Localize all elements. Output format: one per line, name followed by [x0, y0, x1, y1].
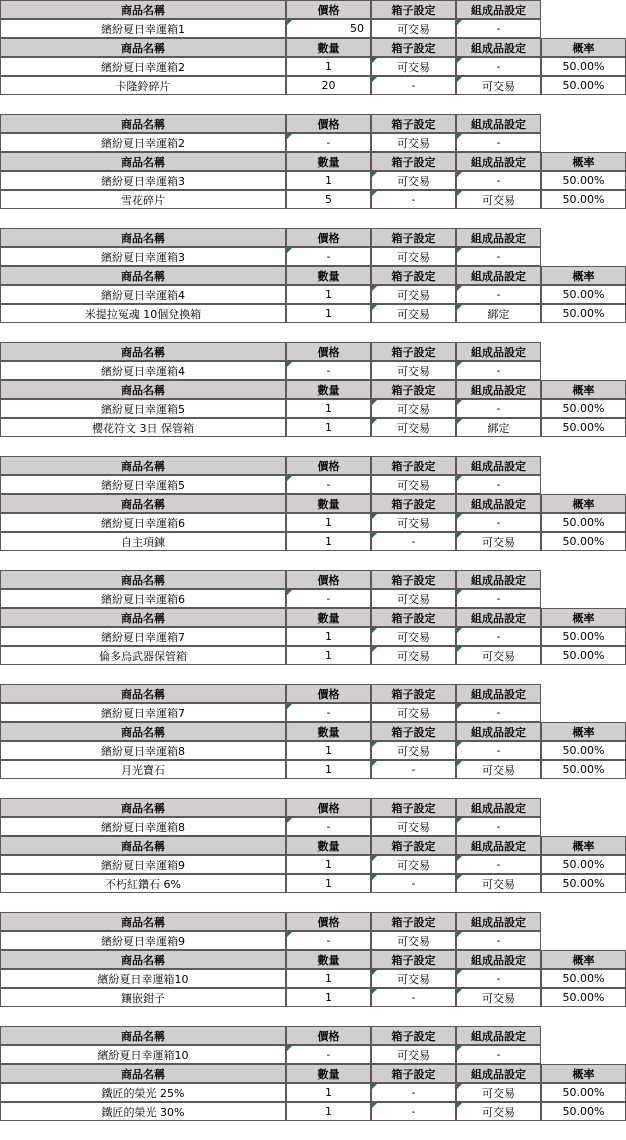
- header-cell-qty[interactable]: 數量: [286, 380, 371, 399]
- item-box-setting-cell[interactable]: 可交易: [371, 969, 456, 988]
- box-price-cell[interactable]: -: [286, 247, 371, 266]
- header-cell-box-setting[interactable]: 箱子設定: [371, 228, 456, 247]
- item-box-setting-cell[interactable]: -: [371, 1083, 456, 1102]
- table-block: [0, 456, 626, 570]
- header-row: [0, 1026, 626, 1045]
- item-name-cell[interactable]: 雪花碎片: [0, 190, 286, 209]
- item-row: [0, 399, 626, 418]
- header-cell-component-setting[interactable]: 組成品設定: [456, 722, 541, 741]
- box-row: [0, 1045, 626, 1064]
- item-rate-cell[interactable]: 50.00%: [541, 171, 626, 190]
- header-cell-name[interactable]: 商品名稱: [0, 950, 286, 969]
- header-cell-box-setting[interactable]: 箱子設定: [371, 798, 456, 817]
- box-component-setting-cell[interactable]: -: [456, 247, 541, 266]
- header-cell-box-setting[interactable]: 箱子設定: [371, 342, 456, 361]
- item-component-setting-cell[interactable]: 可交易: [456, 760, 541, 779]
- table-block: [0, 798, 626, 912]
- header-cell-name[interactable]: 商品名稱: [0, 798, 286, 817]
- box-name-cell[interactable]: 繽紛夏日幸運箱7: [0, 703, 286, 722]
- item-row: [0, 304, 626, 323]
- item-qty-cell[interactable]: 1: [286, 760, 371, 779]
- header-cell-price[interactable]: 價格: [286, 456, 371, 475]
- item-component-setting-cell[interactable]: 可交易: [456, 988, 541, 1007]
- item-rate-cell[interactable]: 50.00%: [541, 418, 626, 437]
- table-block: [0, 570, 626, 684]
- box-price-cell[interactable]: -: [286, 589, 371, 608]
- header-cell-rate[interactable]: 概率: [541, 152, 626, 171]
- header-cell-price[interactable]: 價格: [286, 0, 371, 19]
- box-name-cell[interactable]: 繽紛夏日幸運箱3: [0, 247, 286, 266]
- header-cell-rate[interactable]: 概率: [541, 38, 626, 57]
- item-name-cell[interactable]: 不朽紅鑽石 6%: [0, 874, 286, 893]
- header-cell-rate[interactable]: 概率: [541, 608, 626, 627]
- header-cell-box-setting[interactable]: 箱子設定: [371, 1064, 456, 1083]
- item-qty-cell[interactable]: 20: [286, 76, 371, 95]
- header-cell-rate[interactable]: 概率: [541, 836, 626, 855]
- item-box-setting-cell[interactable]: 可交易: [371, 513, 456, 532]
- item-component-setting-cell[interactable]: 綁定: [456, 418, 541, 437]
- header-cell-rate[interactable]: 概率: [541, 380, 626, 399]
- item-row: [0, 1083, 626, 1102]
- item-component-setting-cell[interactable]: 可交易: [456, 646, 541, 665]
- item-row: [0, 76, 626, 95]
- box-component-setting-cell[interactable]: -: [456, 19, 541, 38]
- header-cell-component-setting[interactable]: 組成品設定: [456, 798, 541, 817]
- item-name-cell[interactable]: 繽紛夏日幸運箱7: [0, 627, 286, 646]
- item-component-setting-cell[interactable]: 可交易: [456, 1083, 541, 1102]
- header-cell-name[interactable]: 商品名稱: [0, 722, 286, 741]
- item-rate-cell[interactable]: 50.00%: [541, 57, 626, 76]
- header-cell-price[interactable]: 價格: [286, 798, 371, 817]
- header-cell-qty[interactable]: 數量: [286, 836, 371, 855]
- item-rate-cell[interactable]: 50.00%: [541, 285, 626, 304]
- box-box-setting-cell[interactable]: 可交易: [371, 817, 456, 836]
- header-cell-name[interactable]: 商品名稱: [0, 0, 286, 19]
- header-cell-qty[interactable]: 數量: [286, 266, 371, 285]
- box-box-setting-cell[interactable]: 可交易: [371, 475, 456, 494]
- item-name-cell[interactable]: 櫻花符文 3日 保管箱: [0, 418, 286, 437]
- item-box-setting-cell[interactable]: 可交易: [371, 741, 456, 760]
- header-row: [0, 380, 626, 399]
- item-name-cell[interactable]: 鑲嵌鉗子: [0, 988, 286, 1007]
- header-cell-component-setting[interactable]: 組成品設定: [456, 266, 541, 285]
- box-box-setting-cell[interactable]: 可交易: [371, 247, 456, 266]
- box-name-cell[interactable]: 繽紛夏日幸運箱6: [0, 589, 286, 608]
- item-row: [0, 760, 626, 779]
- item-row: [0, 741, 626, 760]
- item-qty-cell[interactable]: 1: [286, 969, 371, 988]
- header-cell-price[interactable]: 價格: [286, 684, 371, 703]
- item-qty-cell[interactable]: 1: [286, 304, 371, 323]
- item-row: [0, 988, 626, 1007]
- box-row: [0, 931, 626, 950]
- item-box-setting-cell[interactable]: -: [371, 190, 456, 209]
- header-cell-price[interactable]: 價格: [286, 570, 371, 589]
- table-block: [0, 114, 626, 228]
- header-cell-name[interactable]: 商品名稱: [0, 266, 286, 285]
- header-cell-price[interactable]: 價格: [286, 1026, 371, 1045]
- item-box-setting-cell[interactable]: 可交易: [371, 855, 456, 874]
- header-row: [0, 684, 626, 703]
- box-box-setting-cell[interactable]: 可交易: [371, 931, 456, 950]
- header-cell-component-setting[interactable]: 組成品設定: [456, 1026, 541, 1045]
- item-name-cell[interactable]: 繽紛夏日幸運箱6: [0, 513, 286, 532]
- header-cell-name[interactable]: 商品名稱: [0, 684, 286, 703]
- item-row: [0, 285, 626, 304]
- header-row: [0, 608, 626, 627]
- box-component-setting-cell[interactable]: -: [456, 703, 541, 722]
- item-name-cell[interactable]: 卡隆鈴碎片: [0, 76, 286, 95]
- header-row: [0, 950, 626, 969]
- item-qty-cell[interactable]: 1: [286, 418, 371, 437]
- header-cell-box-setting[interactable]: 箱子設定: [371, 836, 456, 855]
- item-rate-cell[interactable]: 50.00%: [541, 741, 626, 760]
- header-cell-qty[interactable]: 數量: [286, 152, 371, 171]
- box-component-setting-cell[interactable]: -: [456, 475, 541, 494]
- item-rate-cell[interactable]: 50.00%: [541, 988, 626, 1007]
- header-cell-component-setting[interactable]: 組成品設定: [456, 228, 541, 247]
- box-component-setting-cell[interactable]: -: [456, 589, 541, 608]
- header-cell-box-setting[interactable]: 箱子設定: [371, 152, 456, 171]
- header-cell-name[interactable]: 商品名稱: [0, 1026, 286, 1045]
- box-row: [0, 361, 626, 380]
- header-cell-box-setting[interactable]: 箱子設定: [371, 114, 456, 133]
- header-cell-box-setting[interactable]: 箱子設定: [371, 266, 456, 285]
- item-row: [0, 190, 626, 209]
- header-row: [0, 722, 626, 741]
- item-name-cell[interactable]: 倫多烏武器保管箱: [0, 646, 286, 665]
- header-cell-rate[interactable]: 概率: [541, 722, 626, 741]
- item-box-setting-cell[interactable]: -: [371, 760, 456, 779]
- box-price-cell[interactable]: -: [286, 931, 371, 950]
- box-name-cell[interactable]: 繽紛夏日幸運箱10: [0, 1045, 286, 1064]
- item-component-setting-cell[interactable]: 可交易: [456, 190, 541, 209]
- item-rate-cell[interactable]: 50.00%: [541, 646, 626, 665]
- item-row: [0, 627, 626, 646]
- header-cell-qty[interactable]: 數量: [286, 494, 371, 513]
- header-cell-component-setting[interactable]: 組成品設定: [456, 152, 541, 171]
- header-cell-component-setting[interactable]: 組成品設定: [456, 950, 541, 969]
- header-cell-name[interactable]: 商品名稱: [0, 456, 286, 475]
- header-cell-name[interactable]: 商品名稱: [0, 836, 286, 855]
- item-rate-cell[interactable]: 50.00%: [541, 190, 626, 209]
- item-rate-cell[interactable]: 50.00%: [541, 969, 626, 988]
- item-qty-cell[interactable]: 1: [286, 988, 371, 1007]
- box-price-cell[interactable]: -: [286, 1045, 371, 1064]
- header-cell-name[interactable]: 商品名稱: [0, 570, 286, 589]
- box-price-cell[interactable]: -: [286, 475, 371, 494]
- item-row: [0, 1102, 626, 1121]
- item-component-setting-cell[interactable]: -: [456, 57, 541, 76]
- box-price-cell[interactable]: -: [286, 703, 371, 722]
- item-component-setting-cell[interactable]: -: [456, 741, 541, 760]
- header-cell-name[interactable]: 商品名稱: [0, 494, 286, 513]
- header-cell-component-setting[interactable]: 組成品設定: [456, 494, 541, 513]
- box-box-setting-cell[interactable]: 可交易: [371, 589, 456, 608]
- item-name-cell[interactable]: 鐵匠的榮光 25%: [0, 1083, 286, 1102]
- header-row: [0, 836, 626, 855]
- item-row: [0, 855, 626, 874]
- item-name-cell[interactable]: 繽紛夏日幸運箱3: [0, 171, 286, 190]
- box-name-cell[interactable]: 繽紛夏日幸運箱4: [0, 361, 286, 380]
- header-cell-component-setting[interactable]: 組成品設定: [456, 456, 541, 475]
- header-cell-name[interactable]: 商品名稱: [0, 114, 286, 133]
- item-component-setting-cell[interactable]: 可交易: [456, 874, 541, 893]
- header-cell-qty[interactable]: 數量: [286, 1064, 371, 1083]
- item-component-setting-cell[interactable]: -: [456, 285, 541, 304]
- item-rate-cell[interactable]: 50.00%: [541, 1102, 626, 1121]
- item-qty-cell[interactable]: 1: [286, 513, 371, 532]
- box-component-setting-cell[interactable]: -: [456, 1045, 541, 1064]
- header-cell-box-setting[interactable]: 箱子設定: [371, 380, 456, 399]
- header-cell-price[interactable]: 價格: [286, 342, 371, 361]
- header-cell-component-setting[interactable]: 組成品設定: [456, 684, 541, 703]
- header-cell-price[interactable]: 價格: [286, 228, 371, 247]
- header-cell-price[interactable]: 價格: [286, 912, 371, 931]
- item-component-setting-cell[interactable]: 可交易: [456, 76, 541, 95]
- item-rate-cell[interactable]: 50.00%: [541, 627, 626, 646]
- box-row: [0, 247, 626, 266]
- header-cell-name[interactable]: 商品名稱: [0, 912, 286, 931]
- header-cell-component-setting[interactable]: 組成品設定: [456, 0, 541, 19]
- item-row: [0, 532, 626, 551]
- header-cell-box-setting[interactable]: 箱子設定: [371, 684, 456, 703]
- header-cell-qty[interactable]: 數量: [286, 608, 371, 627]
- box-row: [0, 19, 626, 38]
- item-box-setting-cell[interactable]: 可交易: [371, 627, 456, 646]
- item-name-cell[interactable]: 繽紛夏日幸運箱2: [0, 57, 286, 76]
- header-row: [0, 494, 626, 513]
- header-cell-component-setting[interactable]: 組成品設定: [456, 608, 541, 627]
- item-rate-cell[interactable]: 50.00%: [541, 513, 626, 532]
- item-name-cell[interactable]: 繽紛夏日幸運箱9: [0, 855, 286, 874]
- item-name-cell[interactable]: 繽紛夏日幸運箱5: [0, 399, 286, 418]
- item-box-setting-cell[interactable]: 可交易: [371, 57, 456, 76]
- item-box-setting-cell[interactable]: 可交易: [371, 418, 456, 437]
- box-name-cell[interactable]: 繽紛夏日幸運箱1: [0, 19, 286, 38]
- header-row: [0, 456, 626, 475]
- item-box-setting-cell[interactable]: 可交易: [371, 399, 456, 418]
- item-row: [0, 418, 626, 437]
- header-cell-rate[interactable]: 概率: [541, 266, 626, 285]
- item-box-setting-cell[interactable]: 可交易: [371, 304, 456, 323]
- header-cell-name[interactable]: 商品名稱: [0, 342, 286, 361]
- header-cell-box-setting[interactable]: 箱子設定: [371, 1026, 456, 1045]
- item-qty-cell[interactable]: 1: [286, 855, 371, 874]
- header-row: [0, 266, 626, 285]
- item-qty-cell[interactable]: 1: [286, 646, 371, 665]
- item-row: [0, 646, 626, 665]
- box-row: [0, 589, 626, 608]
- header-cell-box-setting[interactable]: 箱子設定: [371, 0, 456, 19]
- header-cell-component-setting[interactable]: 組成品設定: [456, 114, 541, 133]
- box-price-cell[interactable]: -: [286, 817, 371, 836]
- header-cell-box-setting[interactable]: 箱子設定: [371, 912, 456, 931]
- table-block: [0, 912, 626, 1026]
- item-name-cell[interactable]: 自主項鍊: [0, 532, 286, 551]
- item-box-setting-cell[interactable]: 可交易: [371, 646, 456, 665]
- item-box-setting-cell[interactable]: -: [371, 76, 456, 95]
- box-component-setting-cell[interactable]: -: [456, 817, 541, 836]
- header-row: [0, 152, 626, 171]
- item-rate-cell[interactable]: 50.00%: [541, 760, 626, 779]
- item-rate-cell[interactable]: 50.00%: [541, 1083, 626, 1102]
- item-name-cell[interactable]: 月光寶石: [0, 760, 286, 779]
- box-box-setting-cell[interactable]: 可交易: [371, 1045, 456, 1064]
- header-cell-qty[interactable]: 數量: [286, 38, 371, 57]
- box-component-setting-cell[interactable]: -: [456, 361, 541, 380]
- box-box-setting-cell[interactable]: 可交易: [371, 19, 456, 38]
- item-rate-cell[interactable]: 50.00%: [541, 532, 626, 551]
- item-qty-cell[interactable]: 1: [286, 399, 371, 418]
- item-qty-cell[interactable]: 1: [286, 1083, 371, 1102]
- header-cell-name[interactable]: 商品名稱: [0, 152, 286, 171]
- header-cell-component-setting[interactable]: 組成品設定: [456, 570, 541, 589]
- item-name-cell[interactable]: 繽紛夏日幸運箱8: [0, 741, 286, 760]
- header-cell-rate[interactable]: 概率: [541, 1064, 626, 1083]
- item-rate-cell[interactable]: 50.00%: [541, 399, 626, 418]
- item-component-setting-cell[interactable]: -: [456, 399, 541, 418]
- item-qty-cell[interactable]: 5: [286, 190, 371, 209]
- box-name-cell[interactable]: 繽紛夏日幸運箱5: [0, 475, 286, 494]
- item-row: [0, 171, 626, 190]
- item-qty-cell[interactable]: 1: [286, 874, 371, 893]
- box-price-cell[interactable]: -: [286, 361, 371, 380]
- item-rate-cell[interactable]: 50.00%: [541, 304, 626, 323]
- header-cell-component-setting[interactable]: 組成品設定: [456, 342, 541, 361]
- item-box-setting-cell[interactable]: -: [371, 1102, 456, 1121]
- item-qty-cell[interactable]: 1: [286, 171, 371, 190]
- item-name-cell[interactable]: 繽紛夏日幸運箱10: [0, 969, 286, 988]
- item-rate-cell[interactable]: 50.00%: [541, 855, 626, 874]
- header-row: [0, 1064, 626, 1083]
- item-component-setting-cell[interactable]: -: [456, 969, 541, 988]
- box-price-cell[interactable]: 50: [286, 19, 371, 38]
- header-cell-box-setting[interactable]: 箱子設定: [371, 38, 456, 57]
- header-cell-box-setting[interactable]: 箱子設定: [371, 456, 456, 475]
- item-qty-cell[interactable]: 1: [286, 1102, 371, 1121]
- header-cell-name[interactable]: 商品名稱: [0, 1064, 286, 1083]
- header-cell-name[interactable]: 商品名稱: [0, 228, 286, 247]
- item-box-setting-cell[interactable]: -: [371, 532, 456, 551]
- box-row: [0, 475, 626, 494]
- header-row: [0, 570, 626, 589]
- item-name-cell[interactable]: 米提拉冤魂 10個兌換箱: [0, 304, 286, 323]
- header-cell-component-setting[interactable]: 組成品設定: [456, 912, 541, 931]
- header-cell-name[interactable]: 商品名稱: [0, 608, 286, 627]
- header-cell-box-setting[interactable]: 箱子設定: [371, 722, 456, 741]
- header-cell-qty[interactable]: 數量: [286, 950, 371, 969]
- header-cell-component-setting[interactable]: 組成品設定: [456, 380, 541, 399]
- box-box-setting-cell[interactable]: 可交易: [371, 361, 456, 380]
- box-component-setting-cell[interactable]: -: [456, 931, 541, 950]
- box-row: [0, 133, 626, 152]
- header-row: [0, 228, 626, 247]
- item-component-setting-cell[interactable]: 可交易: [456, 532, 541, 551]
- item-qty-cell[interactable]: 1: [286, 627, 371, 646]
- header-cell-box-setting[interactable]: 箱子設定: [371, 570, 456, 589]
- table-block: [0, 684, 626, 798]
- header-row: [0, 0, 626, 19]
- header-cell-box-setting[interactable]: 箱子設定: [371, 950, 456, 969]
- item-component-setting-cell[interactable]: -: [456, 513, 541, 532]
- box-row: [0, 817, 626, 836]
- header-cell-name[interactable]: 商品名稱: [0, 380, 286, 399]
- header-cell-component-setting[interactable]: 組成品設定: [456, 38, 541, 57]
- table-block: [0, 228, 626, 342]
- item-component-setting-cell[interactable]: -: [456, 855, 541, 874]
- table-block: [0, 342, 626, 456]
- item-component-setting-cell[interactable]: -: [456, 171, 541, 190]
- item-row: [0, 969, 626, 988]
- header-row: [0, 342, 626, 361]
- table-block: [0, 0, 626, 114]
- header-cell-component-setting[interactable]: 組成品設定: [456, 1064, 541, 1083]
- item-component-setting-cell[interactable]: 可交易: [456, 1102, 541, 1121]
- item-row: [0, 57, 626, 76]
- box-box-setting-cell[interactable]: 可交易: [371, 703, 456, 722]
- item-component-setting-cell[interactable]: -: [456, 627, 541, 646]
- box-name-cell[interactable]: 繽紛夏日幸運箱9: [0, 931, 286, 950]
- item-name-cell[interactable]: 鐵匠的榮光 30%: [0, 1102, 286, 1121]
- header-row: [0, 38, 626, 57]
- header-row: [0, 798, 626, 817]
- header-cell-rate[interactable]: 概率: [541, 950, 626, 969]
- item-row: [0, 874, 626, 893]
- item-qty-cell[interactable]: 1: [286, 285, 371, 304]
- header-row: [0, 114, 626, 133]
- box-name-cell[interactable]: 繽紛夏日幸運箱2: [0, 133, 286, 152]
- item-box-setting-cell[interactable]: 可交易: [371, 171, 456, 190]
- item-rate-cell[interactable]: 50.00%: [541, 76, 626, 95]
- header-cell-rate[interactable]: 概率: [541, 494, 626, 513]
- item-qty-cell[interactable]: 1: [286, 532, 371, 551]
- header-cell-box-setting[interactable]: 箱子設定: [371, 608, 456, 627]
- box-name-cell[interactable]: 繽紛夏日幸運箱8: [0, 817, 286, 836]
- header-cell-name[interactable]: 商品名稱: [0, 38, 286, 57]
- item-box-setting-cell[interactable]: -: [371, 988, 456, 1007]
- box-row: [0, 703, 626, 722]
- item-component-setting-cell[interactable]: 綁定: [456, 304, 541, 323]
- header-cell-price[interactable]: 價格: [286, 114, 371, 133]
- item-name-cell[interactable]: 繽紛夏日幸運箱4: [0, 285, 286, 304]
- box-box-setting-cell[interactable]: 可交易: [371, 133, 456, 152]
- box-price-cell[interactable]: -: [286, 133, 371, 152]
- header-cell-box-setting[interactable]: 箱子設定: [371, 494, 456, 513]
- table-block: [0, 1026, 626, 1140]
- box-component-setting-cell[interactable]: -: [456, 133, 541, 152]
- header-row: [0, 912, 626, 931]
- header-cell-component-setting[interactable]: 組成品設定: [456, 836, 541, 855]
- item-box-setting-cell[interactable]: 可交易: [371, 285, 456, 304]
- item-qty-cell[interactable]: 1: [286, 57, 371, 76]
- item-qty-cell[interactable]: 1: [286, 741, 371, 760]
- item-rate-cell[interactable]: 50.00%: [541, 874, 626, 893]
- item-row: [0, 513, 626, 532]
- header-cell-qty[interactable]: 數量: [286, 722, 371, 741]
- item-box-setting-cell[interactable]: -: [371, 874, 456, 893]
